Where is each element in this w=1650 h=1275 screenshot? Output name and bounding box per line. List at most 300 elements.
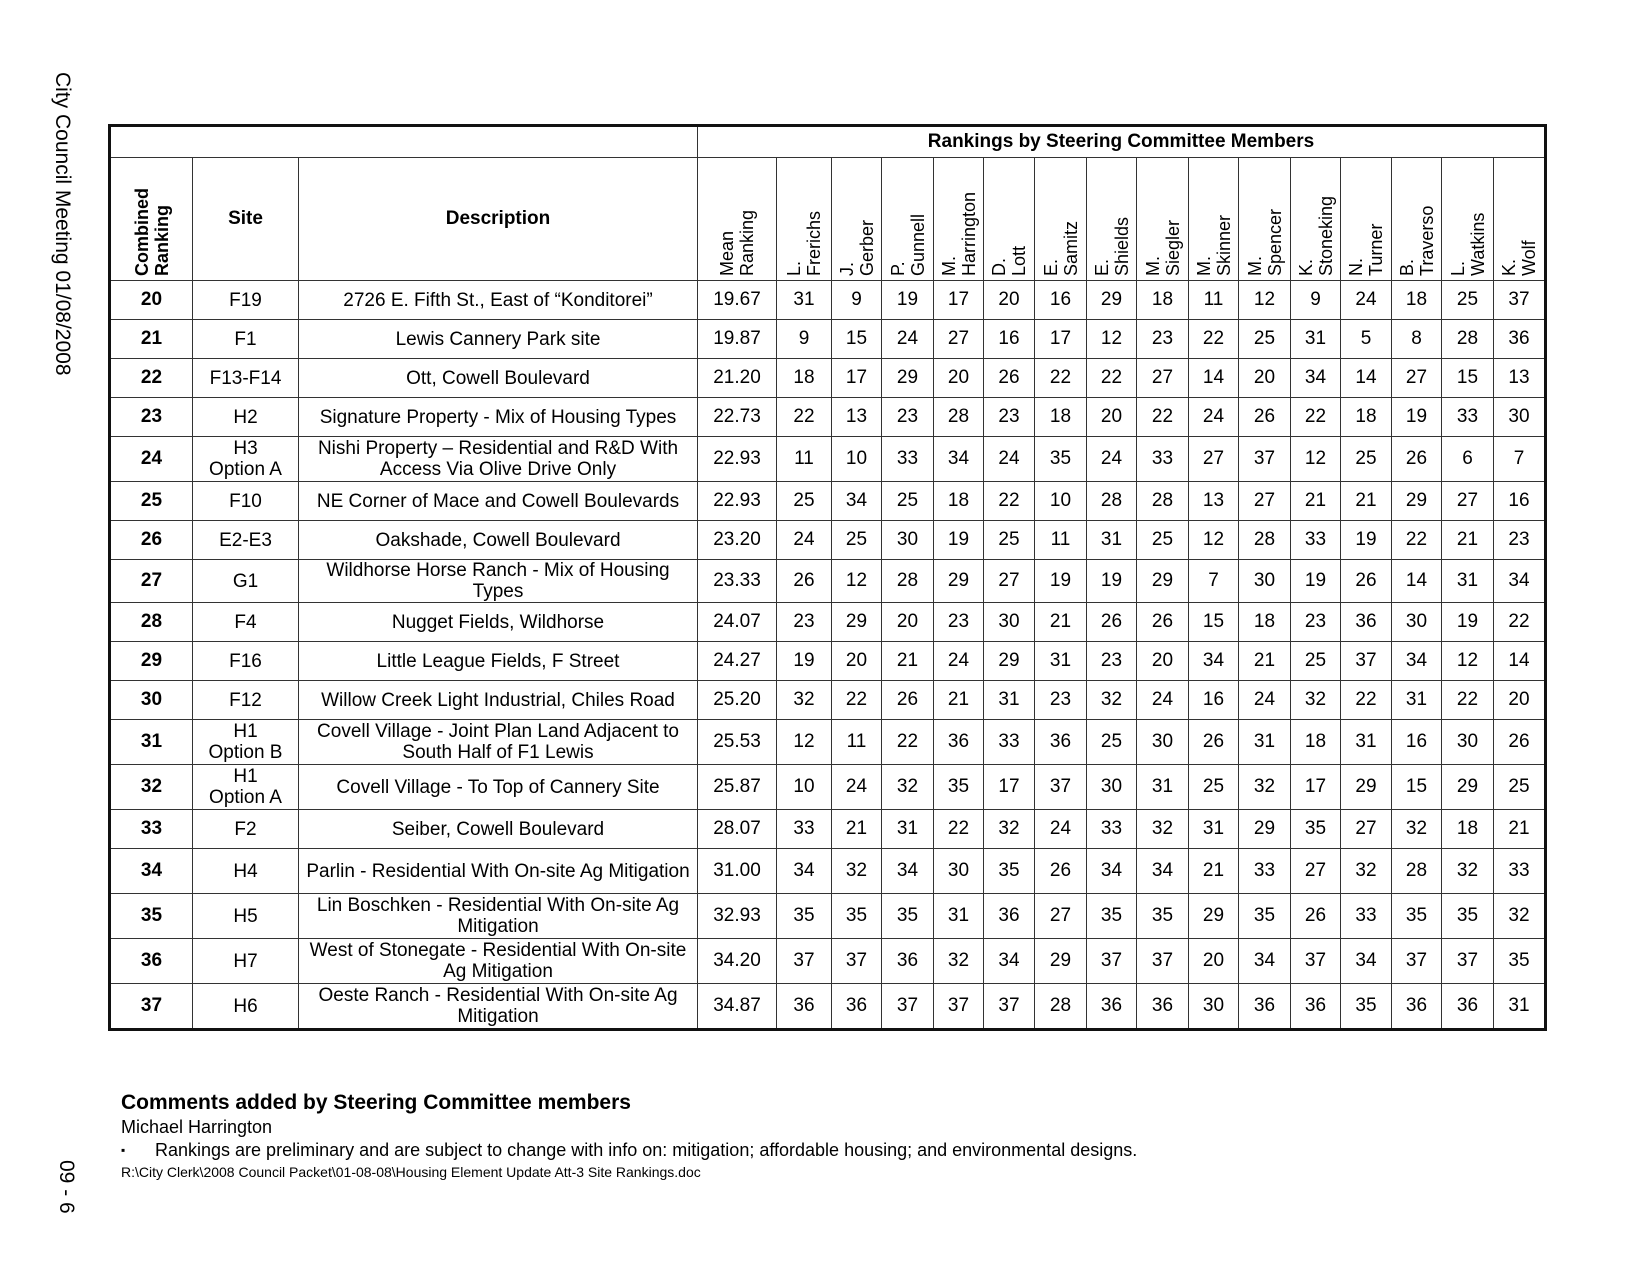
description-cell: Ott, Cowell Boulevard: [299, 359, 698, 398]
member-name: Harrington: [958, 191, 979, 276]
site-code: F4: [234, 611, 257, 633]
member-score-cell: 28: [1392, 849, 1442, 894]
member-score-cell: 35: [1291, 810, 1341, 849]
member-initial: J.: [836, 261, 857, 276]
member-score-cell: 29: [984, 642, 1035, 681]
member-score-cell: 30: [934, 849, 984, 894]
combined-ranking-cell: 22: [110, 359, 193, 398]
description-cell: Lin Boschken - Residential With On-site Ag Mitigation: [299, 894, 698, 939]
member-score-cell: 22: [777, 398, 832, 437]
mean-ranking-cell: 34.87: [698, 984, 777, 1030]
mean-ranking-cell: 23.33: [698, 560, 777, 603]
member-score-cell: 18: [934, 482, 984, 521]
mean-ranking-cell: 34.20: [698, 939, 777, 984]
comment-text: Rankings are preliminary and are subject to change with info on: mitigation; affordable housing; and environmental designs.: [155, 1140, 1138, 1160]
member-initial: M.: [1193, 256, 1214, 276]
member-score-cell: 22: [1392, 521, 1442, 560]
member-score-cell: 37: [1239, 437, 1291, 482]
member-score-cell: 19: [1392, 398, 1442, 437]
member-score-cell: 26: [1392, 437, 1442, 482]
member-score-cell: 21: [1035, 603, 1087, 642]
member-score-cell: 36: [777, 984, 832, 1030]
member-score-cell: 32: [1291, 681, 1341, 720]
description-cell: 2726 E. Fifth St., East of “Konditorei”: [299, 281, 698, 320]
side-title: [44, 72, 74, 452]
member-score-cell: 19: [882, 281, 934, 320]
combined-ranking-cell: 33: [110, 810, 193, 849]
member-score-cell: 24: [934, 642, 984, 681]
site-cell: [193, 521, 299, 560]
site-rankings-table: [108, 124, 1547, 1031]
mean-ranking-cell: 24.27: [698, 642, 777, 681]
member-score-cell: 34: [882, 849, 934, 894]
member-score-cell: 12: [777, 720, 832, 765]
table-row: [110, 810, 1546, 849]
member-score-cell: 19: [1087, 560, 1137, 603]
site-code: Option A: [209, 787, 282, 808]
site-cell: [193, 437, 299, 482]
member-initial: N.: [1346, 258, 1366, 276]
header-member-siegler: [1137, 158, 1189, 281]
member-score-cell: 26: [984, 359, 1035, 398]
site-code: H4: [233, 860, 258, 882]
member-score-cell: 26: [1494, 720, 1546, 765]
member-score-cell: 31: [1239, 720, 1291, 765]
member-score-cell: 36: [1494, 320, 1546, 359]
member-name: Lott: [1009, 245, 1029, 276]
member-score-cell: 37: [1341, 642, 1392, 681]
member-score-cell: 18: [1137, 281, 1189, 320]
table-row: [110, 984, 1546, 1030]
combined-ranking-cell: 34: [110, 849, 193, 894]
member-score-cell: 16: [1035, 281, 1087, 320]
member-score-cell: 37: [1087, 939, 1137, 984]
member-score-cell: 37: [1035, 765, 1087, 810]
member-score-cell: 35: [882, 894, 934, 939]
member-score-cell: 18: [1392, 281, 1442, 320]
site-cell: [193, 359, 299, 398]
member-score-cell: 20: [882, 603, 934, 642]
member-score-cell: 31: [1392, 681, 1442, 720]
member-score-cell: 36: [1442, 984, 1494, 1030]
comments-section: [121, 1090, 1137, 1182]
member-score-cell: 37: [1442, 939, 1494, 984]
member-score-cell: 34: [1291, 359, 1341, 398]
member-initial: M.: [1142, 256, 1163, 276]
member-score-cell: 20: [934, 359, 984, 398]
member-score-cell: 21: [1291, 482, 1341, 521]
description-cell: Nishi Property – Residential and R&D With Access Via Olive Drive Only: [299, 437, 698, 482]
member-score-cell: 22: [1442, 681, 1494, 720]
member-score-cell: 27: [1341, 810, 1392, 849]
member-score-cell: 35: [1137, 894, 1189, 939]
band-title: Rankings by Steering Committee Members: [698, 126, 1546, 158]
member-score-cell: 31: [1137, 765, 1189, 810]
member-score-cell: 22: [882, 720, 934, 765]
site-code: F12: [229, 689, 262, 711]
member-score-cell: 32: [1239, 765, 1291, 810]
member-score-cell: 33: [1137, 437, 1189, 482]
header-member-wolf: [1494, 158, 1546, 281]
description-cell: NE Corner of Mace and Cowell Boulevards: [299, 482, 698, 521]
member-score-cell: 29: [1341, 765, 1392, 810]
member-score-cell: 34: [1087, 849, 1137, 894]
header-member-turner: [1341, 158, 1392, 281]
member-score-cell: 23: [934, 603, 984, 642]
member-score-cell: 27: [1137, 359, 1189, 398]
member-name: Gerber: [856, 219, 877, 276]
combined-ranking-cell: 25: [110, 482, 193, 521]
member-score-cell: 21: [1189, 849, 1239, 894]
mean-ranking-cell: 28.07: [698, 810, 777, 849]
member-score-cell: 24: [1035, 810, 1087, 849]
member-score-cell: 33: [882, 437, 934, 482]
member-score-cell: 30: [1137, 720, 1189, 765]
member-score-cell: 15: [1189, 603, 1239, 642]
member-score-cell: 20: [984, 281, 1035, 320]
member-score-cell: 5: [1341, 320, 1392, 359]
member-score-cell: 34: [832, 482, 882, 521]
header-description: Description: [299, 158, 698, 281]
member-score-cell: 33: [1239, 849, 1291, 894]
member-score-cell: 35: [1341, 984, 1392, 1030]
member-score-cell: 25: [1494, 765, 1546, 810]
combined-ranking-cell: 29: [110, 642, 193, 681]
table-row: [110, 359, 1546, 398]
member-score-cell: 24: [1087, 437, 1137, 482]
table-row: [110, 894, 1546, 939]
member-score-cell: 34: [1137, 849, 1189, 894]
header-member-watkins: [1442, 158, 1494, 281]
member-score-cell: 15: [1442, 359, 1494, 398]
member-score-cell: 23: [1087, 642, 1137, 681]
member-score-cell: 24: [1189, 398, 1239, 437]
member-score-cell: 24: [1137, 681, 1189, 720]
member-score-cell: 37: [1291, 939, 1341, 984]
member-score-cell: 22: [1494, 603, 1546, 642]
member-score-cell: 24: [882, 320, 934, 359]
description-cell: Lewis Cannery Park site: [299, 320, 698, 359]
member-score-cell: 21: [832, 810, 882, 849]
member-initial: B.: [1396, 258, 1417, 276]
member-score-cell: 36: [882, 939, 934, 984]
member-score-cell: 35: [1442, 894, 1494, 939]
member-name: Stoneking: [1315, 195, 1336, 276]
site-cell: [193, 642, 299, 681]
member-name: Shields: [1111, 216, 1132, 276]
member-score-cell: 34: [984, 939, 1035, 984]
header-member-skinner: [1189, 158, 1239, 281]
member-score-cell: 28: [882, 560, 934, 603]
site-code: F19: [229, 289, 262, 311]
member-score-cell: 37: [984, 984, 1035, 1030]
header-member-lott: [984, 158, 1035, 281]
member-initial: M.: [1244, 256, 1265, 276]
member-score-cell: 14: [1189, 359, 1239, 398]
member-score-cell: 7: [1494, 437, 1546, 482]
site-code: H1: [233, 766, 258, 787]
description-cell: Covell Village - Joint Plan Land Adjacent to South Half of F1 Lewis: [299, 720, 698, 765]
site-cell: [193, 320, 299, 359]
site-cell: [193, 810, 299, 849]
member-initial: E.: [1040, 258, 1061, 276]
member-score-cell: 22: [1341, 681, 1392, 720]
member-score-cell: 11: [1189, 281, 1239, 320]
member-score-cell: 12: [1442, 642, 1494, 681]
member-score-cell: 35: [1087, 894, 1137, 939]
member-name: Wolf: [1519, 240, 1539, 276]
member-score-cell: 32: [1392, 810, 1442, 849]
table-row: [110, 849, 1546, 894]
member-score-cell: 27: [1035, 894, 1087, 939]
member-score-cell: 27: [1392, 359, 1442, 398]
member-score-cell: 33: [1494, 849, 1546, 894]
member-score-cell: 36: [1291, 984, 1341, 1030]
member-score-cell: 33: [1087, 810, 1137, 849]
member-score-cell: 29: [934, 560, 984, 603]
mean-ranking-cell: 24.07: [698, 603, 777, 642]
member-score-cell: 34: [1392, 642, 1442, 681]
member-name: Traverso: [1416, 205, 1437, 276]
member-score-cell: 37: [777, 939, 832, 984]
member-score-cell: 36: [832, 984, 882, 1030]
site-code: F1: [234, 328, 257, 350]
header-member-spencer: [1239, 158, 1291, 281]
description-cell: Oakshade, Cowell Boulevard: [299, 521, 698, 560]
member-score-cell: 23: [1035, 681, 1087, 720]
site-code: H5: [233, 905, 258, 927]
site-cell: [193, 939, 299, 984]
site-code: H2: [233, 406, 258, 428]
member-score-cell: 34: [1189, 642, 1239, 681]
page-number: [50, 1160, 80, 1230]
mean-ranking-cell: 23.20: [698, 521, 777, 560]
member-score-cell: 35: [1035, 437, 1087, 482]
member-score-cell: 15: [1392, 765, 1442, 810]
member-initial: D.: [989, 258, 1009, 276]
site-cell: [193, 765, 299, 810]
combined-ranking-cell: 20: [110, 281, 193, 320]
mean-ranking-cell: 22.73: [698, 398, 777, 437]
member-score-cell: 23: [1291, 603, 1341, 642]
member-score-cell: 25: [1087, 720, 1137, 765]
member-score-cell: 16: [1392, 720, 1442, 765]
member-score-cell: 21: [1239, 642, 1291, 681]
member-score-cell: 26: [1035, 849, 1087, 894]
header-member-samitz: [1035, 158, 1087, 281]
member-initial: E.: [1091, 258, 1112, 276]
mean-ranking-cell: 25.53: [698, 720, 777, 765]
combined-ranking-cell: 28: [110, 603, 193, 642]
member-score-cell: 31: [984, 681, 1035, 720]
member-score-cell: 33: [777, 810, 832, 849]
member-score-cell: 12: [832, 560, 882, 603]
member-score-cell: 29: [1189, 894, 1239, 939]
member-score-cell: 18: [1291, 720, 1341, 765]
member-score-cell: 35: [777, 894, 832, 939]
member-score-cell: 31: [934, 894, 984, 939]
member-score-cell: 36: [1392, 984, 1442, 1030]
site-cell: [193, 281, 299, 320]
member-score-cell: 33: [1442, 398, 1494, 437]
member-score-cell: 26: [1291, 894, 1341, 939]
member-score-cell: 30: [1239, 560, 1291, 603]
page-number-text: 09 - 6: [55, 1160, 78, 1214]
member-score-cell: 35: [1239, 894, 1291, 939]
member-score-cell: 12: [1087, 320, 1137, 359]
site-code: H3: [233, 438, 258, 459]
site-code: H6: [233, 995, 258, 1017]
member-score-cell: 36: [1087, 984, 1137, 1030]
member-score-cell: 7: [1189, 560, 1239, 603]
member-score-cell: 26: [1239, 398, 1291, 437]
combined-ranking-cell: 37: [110, 984, 193, 1030]
member-score-cell: 20: [832, 642, 882, 681]
site-cell: [193, 984, 299, 1030]
member-score-cell: 16: [1494, 482, 1546, 521]
member-score-cell: 6: [1442, 437, 1494, 482]
member-score-cell: 36: [984, 894, 1035, 939]
member-score-cell: 17: [832, 359, 882, 398]
member-score-cell: 19: [777, 642, 832, 681]
member-score-cell: 25: [1137, 521, 1189, 560]
comments-title: Comments added by Steering Committee members: [121, 1091, 631, 1114]
site-cell: [193, 849, 299, 894]
site-code: G1: [232, 570, 259, 592]
mean-ranking-cell: 22.93: [698, 437, 777, 482]
member-name: Turner: [1366, 223, 1386, 276]
member-score-cell: 26: [1189, 720, 1239, 765]
member-score-cell: 36: [934, 720, 984, 765]
member-score-cell: 31: [1035, 642, 1087, 681]
member-score-cell: 36: [1239, 984, 1291, 1030]
member-name: Watkins: [1467, 212, 1488, 276]
member-score-cell: 31: [1442, 560, 1494, 603]
member-score-cell: 30: [984, 603, 1035, 642]
member-score-cell: 32: [882, 765, 934, 810]
member-score-cell: 21: [1341, 482, 1392, 521]
member-score-cell: 34: [934, 437, 984, 482]
member-score-cell: 26: [777, 560, 832, 603]
member-score-cell: 29: [1087, 281, 1137, 320]
description-cell: Willow Creek Light Industrial, Chiles Road: [299, 681, 698, 720]
table-row: [110, 603, 1546, 642]
header-member-shields: [1087, 158, 1137, 281]
member-score-cell: 35: [934, 765, 984, 810]
mean-ranking-cell: 22.93: [698, 482, 777, 521]
table-row: [110, 560, 1546, 603]
member-score-cell: 30: [1494, 398, 1546, 437]
member-score-cell: 25: [832, 521, 882, 560]
member-score-cell: 29: [1442, 765, 1494, 810]
member-score-cell: 18: [1341, 398, 1392, 437]
member-score-cell: 31: [1189, 810, 1239, 849]
member-score-cell: 22: [1087, 359, 1137, 398]
member-score-cell: 20: [1189, 939, 1239, 984]
member-score-cell: 17: [1035, 320, 1087, 359]
member-score-cell: 32: [1137, 810, 1189, 849]
member-score-cell: 30: [1392, 603, 1442, 642]
member-initial: P.: [887, 261, 908, 276]
member-score-cell: 33: [984, 720, 1035, 765]
member-score-cell: 31: [1341, 720, 1392, 765]
mean-ranking-cell: 31.00: [698, 849, 777, 894]
member-score-cell: 18: [1442, 810, 1494, 849]
member-score-cell: 32: [777, 681, 832, 720]
combined-ranking-cell: 21: [110, 320, 193, 359]
member-score-cell: 24: [984, 437, 1035, 482]
member-score-cell: 23: [777, 603, 832, 642]
member-score-cell: 26: [882, 681, 934, 720]
mean-ranking-cell: 21.20: [698, 359, 777, 398]
member-score-cell: 12: [1189, 521, 1239, 560]
site-cell: [193, 603, 299, 642]
member-score-cell: 32: [984, 810, 1035, 849]
table-row: [110, 681, 1546, 720]
member-score-cell: 32: [1087, 681, 1137, 720]
member-score-cell: 34: [1239, 939, 1291, 984]
member-score-cell: 24: [777, 521, 832, 560]
member-initial: L.: [784, 260, 804, 276]
table-row: [110, 720, 1546, 765]
member-score-cell: 25: [1239, 320, 1291, 359]
member-score-cell: 13: [1189, 482, 1239, 521]
description-cell: Covell Village - To Top of Cannery Site: [299, 765, 698, 810]
member-score-cell: 30: [1442, 720, 1494, 765]
member-score-cell: 16: [984, 320, 1035, 359]
mean-ranking-cell: 19.87: [698, 320, 777, 359]
comment-author: Michael Harrington: [121, 1117, 273, 1137]
member-score-cell: 25: [777, 482, 832, 521]
member-score-cell: 23: [984, 398, 1035, 437]
mean-ranking-cell: 25.87: [698, 765, 777, 810]
member-name: Spencer: [1264, 208, 1285, 276]
member-score-cell: 32: [934, 939, 984, 984]
table-row: [110, 281, 1546, 320]
member-score-cell: 22: [1291, 398, 1341, 437]
header-member-harrington: [934, 158, 984, 281]
member-score-cell: 26: [1137, 603, 1189, 642]
site-code: F13-F14: [209, 367, 282, 389]
member-score-cell: 25: [984, 521, 1035, 560]
description-cell: Seiber, Cowell Boulevard: [299, 810, 698, 849]
member-score-cell: 31: [1087, 521, 1137, 560]
member-score-cell: 37: [1137, 939, 1189, 984]
member-score-cell: 9: [1291, 281, 1341, 320]
header-member-stoneking: [1291, 158, 1341, 281]
member-score-cell: 26: [1087, 603, 1137, 642]
site-cell: [193, 482, 299, 521]
table-row: [110, 320, 1546, 359]
member-score-cell: 29: [1035, 939, 1087, 984]
member-score-cell: 22: [832, 681, 882, 720]
member-score-cell: 18: [1035, 398, 1087, 437]
member-score-cell: 37: [1392, 939, 1442, 984]
member-score-cell: 28: [1137, 482, 1189, 521]
description-cell: Signature Property - Mix of Housing Types: [299, 398, 698, 437]
member-score-cell: 28: [1239, 521, 1291, 560]
header-member-frerichs: [777, 158, 832, 281]
member-score-cell: 22: [984, 482, 1035, 521]
member-score-cell: 21: [1442, 521, 1494, 560]
member-score-cell: 8: [1392, 320, 1442, 359]
member-score-cell: 34: [1341, 939, 1392, 984]
member-score-cell: 13: [1494, 359, 1546, 398]
member-score-cell: 36: [1341, 603, 1392, 642]
header-member-traverso: [1392, 158, 1442, 281]
table-row: [110, 765, 1546, 810]
member-score-cell: 14: [1494, 642, 1546, 681]
